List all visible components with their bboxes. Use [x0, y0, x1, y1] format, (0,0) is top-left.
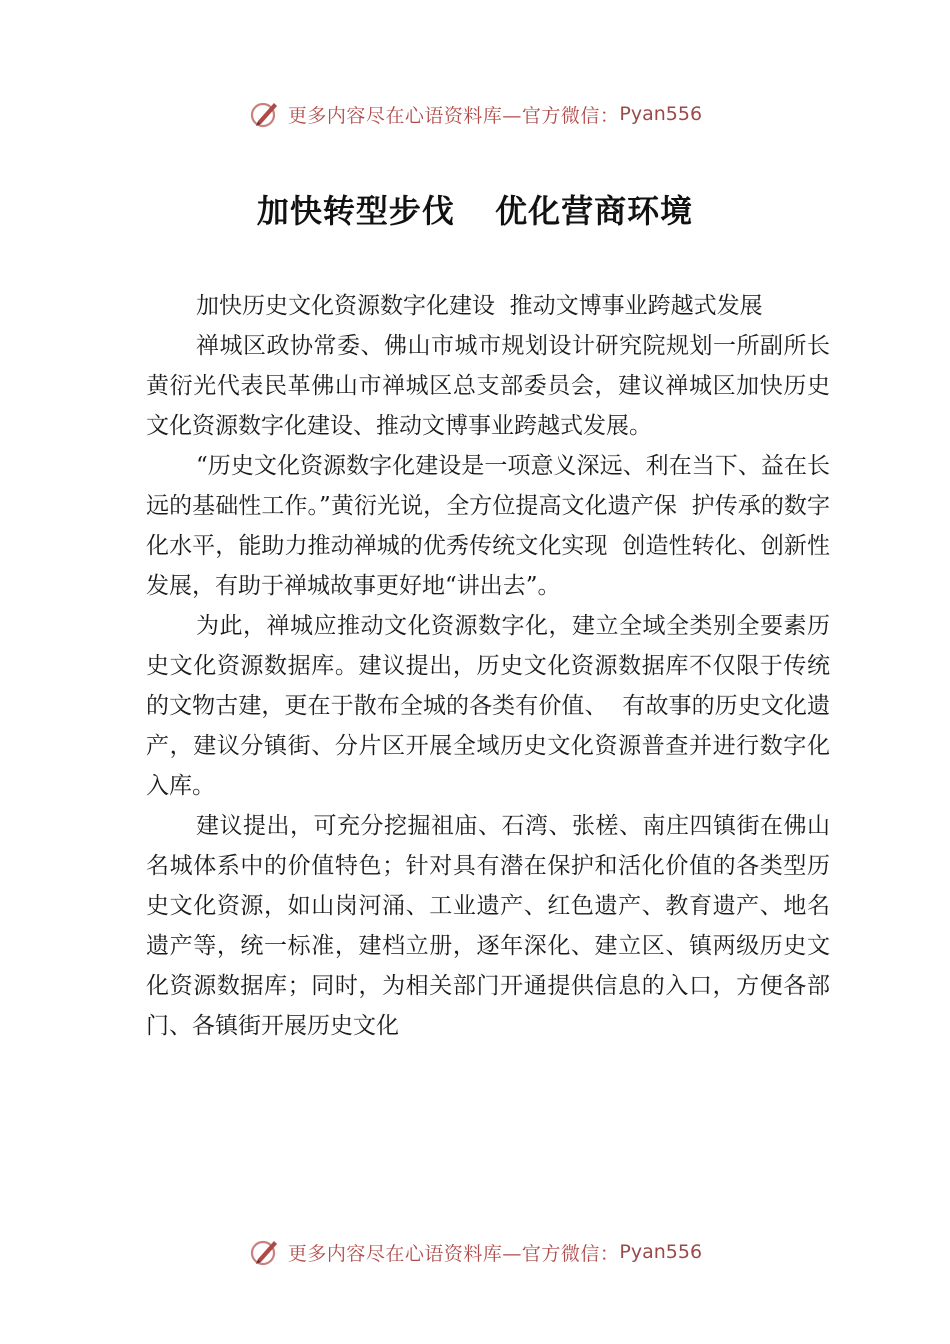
paragraph-suggestion: 建议提出，可充分挖掘祖庙、石湾、张槎、南庄四镇街在佛山名城体系中的价值特色；针对具有潜在保护和活化价值的各类型历史文化资源，如山岗河涌、工业遗产、红色遗产、教育遗产、地名遗产等，统一标准，建档立册，逐年深化、建立区、镇两级历史文化资源数据库；同时，为相关部门开通提供信息的入口，方便各部门、各镇街开展历史文化: [146, 813, 830, 1039]
paragraph-quote: “历史文化资源数字化建设是一项意义深远、利在当下、益在长远的基础性工作。”黄衍光说，全方位提高文化遗产保 护传承的数字化水平，能助力推动禅城的优秀传统文化实现 创造性转化、创新性发展，有助于禅城故事更好地“讲出去”。: [146, 453, 830, 599]
footer-watermark-banner: [0, 1232, 950, 1272]
paragraph-intro: 禅城区政协常委、佛山市城市规划设计研究院规划一所副所长黄衍光代表民革佛山市禅城区总支部委员会，建议禅城区加快历史文化资源数字化建设、推动文博事业跨越式发展。: [146, 333, 830, 439]
pen-logo-icon: [248, 97, 282, 131]
pen-logo-icon: [248, 1235, 282, 1269]
paragraph-subtitle: 加快历史文化资源数字化建设 推动文博事业跨越式发展: [196, 293, 763, 319]
watermark-text: 更多内容尽在心语资料库—官方微信：: [287, 104, 620, 127]
wechat-id: Pyan556: [619, 103, 703, 125]
watermark-text: 更多内容尽在心语资料库—官方微信：: [287, 1242, 620, 1265]
document-title: 加快转型步伐 优化营商环境: [256, 192, 694, 230]
header-watermark-banner: [0, 94, 950, 134]
wechat-id: Pyan556: [619, 1241, 703, 1263]
paragraph-database: 为此，禅城应推动文化资源数字化，建立全域全类别全要素历史文化资源数据库。建议提出，历史文化资源数据库不仅限于传统的文物古建，更在于散布全城的各类有价值、 有故事的历史文化遗产，建议分镇街、分片区开展全域历史文化资源普查并进行数字化入库。: [146, 613, 830, 799]
document-body: [146, 286, 830, 1046]
